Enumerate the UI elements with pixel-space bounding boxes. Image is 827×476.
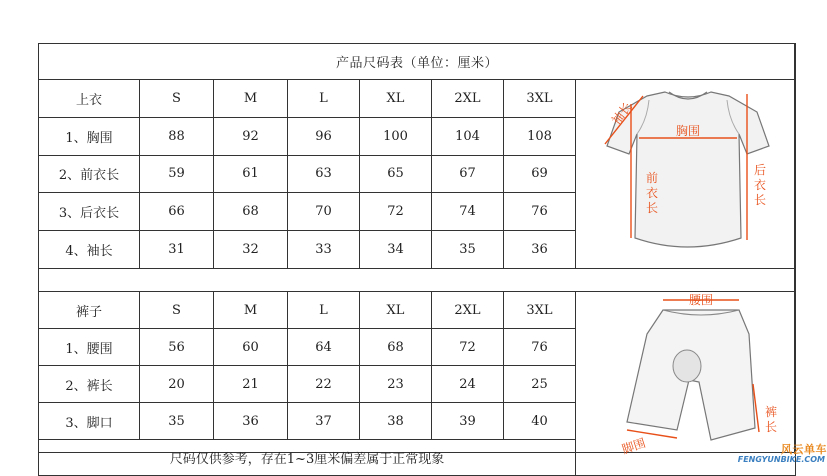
measure-label: 4、袖长 bbox=[39, 231, 140, 269]
back-length-label: 衣 bbox=[753, 178, 766, 192]
waist-label: 腰围 bbox=[688, 293, 713, 307]
measure-value: 104 bbox=[432, 117, 504, 155]
measure-value: 32 bbox=[214, 231, 288, 269]
size-header-cell: 2XL bbox=[432, 292, 504, 329]
measure-value: 96 bbox=[288, 117, 360, 155]
measure-value: 88 bbox=[140, 117, 214, 155]
watermark-cn: 风云单车 bbox=[781, 443, 827, 456]
measure-value: 40 bbox=[504, 403, 576, 440]
size-header-cell: XL bbox=[360, 80, 432, 118]
top-header-row bbox=[39, 80, 796, 118]
measure-label: 1、胸围 bbox=[39, 117, 140, 155]
bottom-header-row bbox=[39, 292, 796, 329]
pants-length-label: 裤 bbox=[764, 404, 777, 419]
size-header-cell: 3XL bbox=[504, 80, 576, 118]
measure-value: 25 bbox=[504, 366, 576, 403]
measure-label: 2、裤长 bbox=[39, 366, 140, 403]
size-header-cell: 3XL bbox=[504, 292, 576, 329]
chest-label: 胸围 bbox=[675, 124, 700, 138]
measure-value: 56 bbox=[140, 329, 214, 366]
measure-value: 59 bbox=[140, 155, 214, 193]
size-header-cell: M bbox=[214, 292, 288, 329]
measure-value: 31 bbox=[140, 231, 214, 269]
top-diagram bbox=[576, 80, 796, 269]
measure-value: 66 bbox=[140, 193, 214, 231]
measure-value: 37 bbox=[288, 403, 360, 440]
size-header-cell: S bbox=[140, 292, 214, 329]
measure-value: 60 bbox=[214, 329, 288, 366]
size-header-cell: L bbox=[288, 292, 360, 329]
measure-value: 36 bbox=[214, 403, 288, 440]
measure-value: 63 bbox=[288, 155, 360, 193]
shorts-icon bbox=[627, 310, 755, 440]
jersey-diagram-svg bbox=[577, 80, 795, 264]
measure-value: 68 bbox=[360, 329, 432, 366]
measure-label: 3、后衣长 bbox=[39, 193, 140, 231]
measure-label: 1、腰围 bbox=[39, 329, 140, 366]
measure-value: 67 bbox=[432, 155, 504, 193]
size-header-cell: 2XL bbox=[432, 80, 504, 118]
chart-title: 产品尺码表（单位：厘米） bbox=[39, 44, 796, 80]
shorts-diagram-svg bbox=[577, 294, 795, 470]
measure-value: 36 bbox=[504, 231, 576, 269]
back-length-label: 后 bbox=[753, 163, 766, 177]
measure-value: 61 bbox=[214, 155, 288, 193]
measure-value: 70 bbox=[288, 193, 360, 231]
measure-value: 68 bbox=[214, 193, 288, 231]
front-length-label: 衣 bbox=[645, 186, 658, 200]
measure-value: 39 bbox=[432, 403, 504, 440]
measure-value: 74 bbox=[432, 193, 504, 231]
measure-label: 2、前衣长 bbox=[39, 155, 140, 193]
measure-value: 72 bbox=[432, 329, 504, 366]
measure-value: 34 bbox=[360, 231, 432, 269]
hem-label: 脚围 bbox=[619, 435, 647, 457]
measure-value: 100 bbox=[360, 117, 432, 155]
measure-value: 65 bbox=[360, 155, 432, 193]
spacer-row bbox=[39, 269, 796, 292]
measure-value: 92 bbox=[214, 117, 288, 155]
measure-label: 3、脚口 bbox=[39, 403, 140, 440]
front-length-label: 长 bbox=[645, 201, 658, 215]
measure-value: 20 bbox=[140, 366, 214, 403]
measure-value: 33 bbox=[288, 231, 360, 269]
measure-value: 72 bbox=[360, 193, 432, 231]
measure-value: 76 bbox=[504, 193, 576, 231]
divider-row bbox=[39, 269, 796, 292]
size-header-cell: XL bbox=[360, 292, 432, 329]
measure-value: 23 bbox=[360, 366, 432, 403]
size-header-cell: S bbox=[140, 80, 214, 118]
measure-value: 64 bbox=[288, 329, 360, 366]
measure-value: 38 bbox=[360, 403, 432, 440]
top-category-label: 上衣 bbox=[39, 80, 140, 118]
measure-value: 24 bbox=[432, 366, 504, 403]
title-row bbox=[39, 44, 796, 80]
watermark-en: FENGYUNBIKE.COM bbox=[737, 455, 825, 464]
size-header-cell: L bbox=[288, 80, 360, 118]
sleeve-length-label: 袖长 bbox=[608, 99, 635, 128]
size-note: 尺码仅供参考，存在1~3厘米偏差属于正常现象 bbox=[39, 440, 576, 476]
measure-value: 22 bbox=[288, 366, 360, 403]
back-length-label: 长 bbox=[753, 193, 766, 207]
measure-value: 35 bbox=[432, 231, 504, 269]
size-chart-table bbox=[38, 43, 796, 476]
size-header-cell: M bbox=[214, 80, 288, 118]
bottom-diagram bbox=[576, 292, 796, 476]
measure-value: 69 bbox=[504, 155, 576, 193]
measure-value: 35 bbox=[140, 403, 214, 440]
measure-value: 76 bbox=[504, 329, 576, 366]
front-length-label: 前 bbox=[645, 171, 658, 185]
measure-value: 21 bbox=[214, 366, 288, 403]
bottom-category-label: 裤子 bbox=[39, 292, 140, 329]
pants-length-label: 长 bbox=[764, 419, 777, 434]
measure-value: 108 bbox=[504, 117, 576, 155]
